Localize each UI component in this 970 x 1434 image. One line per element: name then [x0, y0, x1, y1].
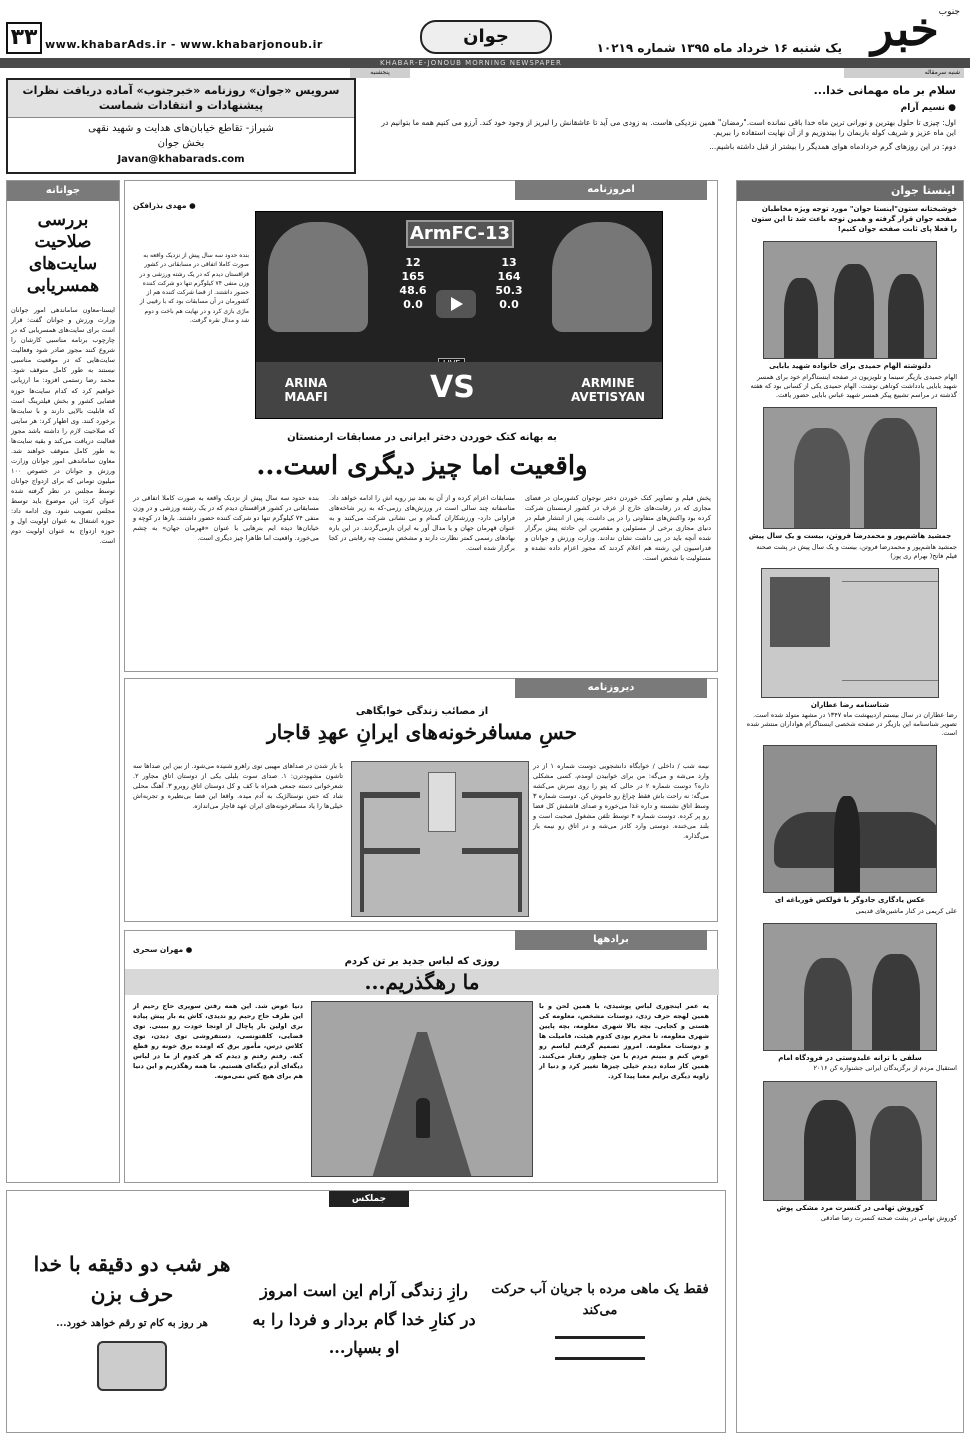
section-title: جوان — [420, 20, 552, 54]
service-section: بخش جوان — [157, 138, 205, 150]
quote-talk-sub: هر روز به کام تو رقم خواهد خورد... — [56, 1318, 208, 1330]
editorial — [364, 80, 964, 172]
dirooz-tab: دیروزنامه — [515, 678, 707, 698]
baradeha-text-left: دنیا عوض شد. این همه رفتن سوپری حاج رحیم از این طرف حاج رحیم رو ندیدی، کاش یه بار پیش پیاده بری اولین بار پاچال از اونجا خودت رو ببینی. توی قضایی، کلفتونسی، دستفروشی توی دیدن، توی کلاس درس، مأمور برق که اومده برق خونه رو قطع کنه. رفتم رفتم و دیدم که هر کدوم از ما در لباس دیگه‌ای آدم دیگه‌ای هستیم. ما همه رهگذریم و این دنیا هم برای هیچ کس نمی‌مونه. — [133, 1002, 303, 1081]
insta-photo[interactable] — [763, 923, 937, 1051]
service-email[interactable]: Javan@khabarads.com — [117, 153, 245, 165]
editorial-text-2: دوم: در این روزهای گرم خردادماه هوای همدیگر را بیشتر از قبل داشته باشیم... — [709, 142, 956, 152]
emrooz-article — [124, 180, 718, 672]
insta-text: کوروش تهامی در پشت صحنه کنسرت رضا صادقی — [820, 1213, 957, 1222]
event-title: ArmFC-13 — [406, 220, 514, 248]
baradeha-byline: ● مهران سحری — [133, 945, 193, 954]
play-icon[interactable] — [436, 290, 476, 318]
emrooz-kicker: به بهانه کتک خوردن دختر ایرانی در مسابقات ارمنستان — [287, 432, 557, 443]
emrooz-byline: ● مهدی بذرافکن — [133, 201, 196, 210]
road-photo[interactable] — [311, 1001, 533, 1177]
insta-photo[interactable] — [763, 745, 937, 893]
insta-head: اینستا جوان — [737, 181, 963, 201]
insta-javan-column — [736, 180, 964, 1433]
service-contact-box — [6, 78, 356, 174]
insta-caption: عکس یادگاری جادوگر با فولکس قورباغه ای — [774, 896, 926, 905]
emrooz-body — [133, 493, 711, 563]
fish-skeleton-icon — [555, 1336, 645, 1360]
jomlaks-section — [6, 1190, 726, 1433]
baradeha-article — [124, 930, 718, 1183]
dormitory-photo[interactable] — [351, 761, 529, 917]
emrooz-col: پخش فیلم و تصاویر کتک خوردن دختر نوجوان کشورمان در فضای مجازی که در رقابت‌های خارج از عرف در کشور ارمنستان شرکت کرده بود واکنش‌های متفاوتی را در پی داشت. پس از انتشار فیلم در دنیای مجازی برخی از مسئولین و مقصرین این حادثه پیش برگزار شده آنچه باید در پی داشت نشان ندادند. وزارت ورزش و جوانان و فدراسیون این رشته هم اعلام کردند که مجوز اعزام داده نشده و مسئولیت با شخص است. — [525, 494, 711, 563]
strip-text: KHABAR-E-JONOUB MORNING NEWSPAPER — [380, 59, 562, 67]
insta-item — [737, 1078, 963, 1228]
insta-text: جمشید هاشم‌پور و محمدرضا فروتن، بیست و یک سال پیش در پشت صحنه فیلم فاتح( بهرام ری پور) — [756, 542, 957, 560]
emrooz-headline: واقعیت اما چیز دیگری است... — [256, 451, 588, 481]
insta-caption: کوروش تهامی در کنسرت مرد مشکی پوش — [776, 1203, 924, 1212]
logo-text: خبر — [871, 2, 939, 56]
insta-item — [737, 742, 963, 920]
page-number: ۳۳ — [6, 22, 42, 54]
insta-text: استقبال مردم از برگزیدگان ایرانی جشنواره کن ۲۰۱۶ — [813, 1064, 957, 1073]
fight-video-thumbnail[interactable] — [255, 211, 663, 419]
fighter-left-photo — [268, 222, 368, 332]
insta-item — [737, 565, 963, 743]
insta-text: الهام حمیدی بازیگر سینما و تلویزیون در صفحه اینستاگرام خود برای همسر شهید بابایی یادداشت کوتاهی نوشت. الهام حمیدی یکی از کسانی بود که هفته گذشته در مراسم تشییع پیکر همسر شهید عباس بابایی حضور یافت. — [750, 372, 957, 400]
javananeh-title: بررسی صلاحیت سایت‌های همسریابی — [26, 210, 100, 296]
insta-text: رضا عطاران در سال بیستم اردیبهشت ماه ۱۳۴۷ در مشهد متولد شده است. تصویر شناسنامه این بازیگر در صفحه شخصی اینستاگرام هواداران منتشر شده است. — [746, 711, 957, 738]
baradeha-text-right: یه عمر اینجوری لباس پوشیدی، با همین لحن و با همین لهجه حرف زدی، دوستات مشخص، معلومه کی هستی و کجایی. بچه بالا شهری معلومه، بچه پایین شهری معلومه، تا محرم بودی کدوم هیئت، فامیلت ها و دوستات معلومه. امروز تصمیم گرفتم لباسم رو عوض کنم و ببینم مردم با من چطور رفتار می‌کنند. همین کار ساده دیدم خیلی چیزها تغییر کرد و دنیا از زاویه دیگری برایم معنا پیدا کرد. — [539, 1002, 709, 1081]
quote-god-text: رازِ زندگی آرام این است امروز در کنارِ خدا گام بردار و فردا را به او بسپار... — [252, 1280, 476, 1358]
javananeh-body: ایسنا-معاون ساماندهی امور جوانان وزارت ورزش و جوانان گفت: قرار است برای سایت‌های همسریابی که در چارچوب برنامه مناسبی کارشان را شروع کنند مجوز صادر شود وفعالیت سایت‌هایی که در موقعیت مناسبی نیستند به طور کامل متوقف شود. محمد رضا رستمی افزود: ما ارزیابی خواهیم کرد که کدام سایت‌ها حوزه فضایی کشور و بخش فیلترینگ است که قابلیت بالایی دارند و با سایت‌ها برخورد کنند. وی اظهار کرد: هر سایتی که صلاحیت لازم را داشته باشد مجوز فعالیت دریافت می‌کند و بقیه سایت‌ها به طور کامل متوقف خواهند شد. معاون ساماندهی امور جوانان وزارت ورزش و جوانان در خصوص ۱۰۰ میلیون تومانی که برای ازدواج جوانان توسط مجلس در نظر گرفته شده عنوان کرد: این موضوع باید توسط مجلس تصویب شود. وی ادامه داد: حوزه اشتغال به عنوان اولویت اول و حوزه ازدواج به عنوان اولویت دوم است. — [11, 306, 115, 546]
quote-talk — [19, 1215, 245, 1425]
insta-text: علی کریمی در کنار ماشین‌های قدیمی — [855, 906, 957, 915]
insta-photo[interactable] — [761, 568, 939, 698]
insta-item — [737, 404, 963, 565]
insta-caption: سلفی با ترانه علیدوستی در فرودگاه امام — [778, 1053, 922, 1062]
service-address: شیراز- تقاطع خیابان‌های هدایت و شهید نقهی — [88, 122, 274, 134]
javananeh-head: جوانانه — [7, 181, 119, 201]
insta-intro: خوشبختانه ستون"اینستا جوان" مورد توجه ویژه مخاطبان صفحه جوان قرار گرفته و همین توجه باعث شد تا این ستون را فعلا پای ثابت صفحه جوان کنیم! — [751, 205, 957, 233]
website-urls[interactable]: www.khabarAds.ir - www.khabarjonoub.ir — [45, 38, 323, 51]
masthead — [0, 0, 970, 74]
emrooz-col: بنده حدود سه سال پیش از نزدیک واقعه به صورت کاملا اتفاقی در مسابقاتی در کشور قزاقستان دیدم که در یک رشته ورزشی و در وزن منفی ۷۴ کیلوگرم تنها دو شرکت کننده حضور داشتند. بارها در کوچه و خیابان‌ها دیده ایم بنرهایی با عنوان «قهرمان جهان» به چشم می‌خورد. واقعیت اما ظاهرا چیز دیگری است. — [133, 494, 319, 543]
right-stats: 13 164 50.3 0.0 — [495, 256, 523, 311]
strip-label-left: پنجشنبه — [350, 68, 410, 78]
dirooz-text-right: نیمه شب / داخلی / خوابگاه دانشجویی دوست شماره ۱ از در وارد می‌شه و می‌گه: من برای خوابیدن اومدم، کسی مشکلی داره؟ دوست شماره ۲ در حالی که پتو را روی سرش می‌کشه می‌گه: نه راحت باش فقط چراغ رو خاموش کن. دوست شماره ۳ وسط اتاق نشسته و داره غذا می‌خوره و صدای قاشقش کل فضا رو پر کرده. دوست شماره ۴ توسط تلفن مشغول صحبت است و بلند می‌خنده. دوستی وارد کادر می‌شه و در اتاق رو نیمه باز می‌گذاره. — [533, 762, 709, 841]
service-head: سرویس «جوان» روزنامه «خبرجنوب» آماده دریافت نظرات پیشنهادات و انتقادات شماست — [8, 80, 354, 118]
left-stats: 12 165 48.6 0.0 — [399, 256, 427, 311]
jomlaks-tab: جملکس — [329, 1191, 409, 1207]
dirooz-kicker: از مصائب زندگی خوابگاهی — [355, 706, 489, 717]
insta-photo[interactable] — [763, 1081, 937, 1201]
logo-subtext: جنوب — [938, 7, 960, 17]
insta-item — [737, 920, 963, 1078]
quote-talk-text: هر شب دو دقیقه با خدا حرف بزن — [33, 1252, 231, 1307]
insta-caption: دلنوشته الهام حمیدی برای خانواده شهید بابایی — [769, 362, 931, 371]
center-column — [124, 180, 718, 1183]
baradeha-tab: برادهها — [515, 930, 707, 950]
insta-item — [737, 238, 963, 404]
fighter-left-name: ARINA MAAFI — [284, 376, 328, 404]
issue-date: یک شنبه ۱۶ خرداد ماه ۱۳۹۵ شماره ۱۰۲۱۹ — [596, 41, 842, 55]
baradeha-kicker: روزی که لباس جدید بر تن کردم — [344, 956, 500, 967]
insta-caption: جمشید هاشم‌پور و محمدرضا فروتن، بیست و یک سال پیش — [748, 532, 952, 541]
editorial-title: سلام بر ماه مهمانی خدا... — [813, 84, 956, 97]
masthead-strip — [0, 58, 970, 68]
quote-fish — [487, 1215, 713, 1425]
quote-fish-text: فقط یک ماهی مرده با جریان آب حرکت می‌کند — [491, 1282, 709, 1318]
service-body — [8, 118, 354, 168]
vs-label: VS — [430, 370, 475, 405]
fighter-right-photo — [552, 222, 652, 332]
javananeh-column — [6, 180, 120, 1183]
dirooz-article — [124, 678, 718, 922]
emrooz-side-text: بنده حدود سه سال پیش از نزدیک واقعه به صورت کاملا اتفاقی در مسابقاتی در کشور قزاقستان دیدم که در یک رشته ورزشی و در وزن منفی ۷۴ کیلوگرم تنها دو شرکت کننده حضور داشتند. از قضا شرکت کننده هم از کشورمان در آن مسابقات بود که با رقیبی از ماژی بازی کرد و در نهایت هم باخت و دوم شد و مدال نقره گرفت. — [139, 252, 249, 325]
baradeha-headline: ما رهگذریم... — [125, 969, 719, 995]
insta-photo[interactable] — [763, 407, 937, 529]
quote-god — [251, 1215, 477, 1425]
editorial-text: اول: چیزی تا حلول بهترین و نورانی ترین ماه خدا باقی نمانده است."رمضان" همین نزدیکی هاست. به زودی می آید تا عاشقانش را لبریز از وجود خود کند. آرزو می کنیم همه ما بتوانیم در این ماه عزیز و شریف کوله باربمان را بیندوزیم و از آن نهایت استفاده را ببریم. — [381, 117, 956, 138]
strip-label-right: شنبه سرمقاله — [844, 68, 964, 78]
fighter-right-name: ARMINE AVETISYAN — [570, 376, 646, 404]
telephone-icon — [97, 1341, 167, 1391]
versus-bar — [256, 362, 663, 418]
emrooz-col: مسابقات اعزام کرده و از آن به بعد نیز رویه اش را ادامه خواهد داد. متاسفانه چند سالی است در ورزش‌های رزمی-که به زیر شاخه‌های فراوانی دارد- ورزشکاران گمنام و بی نشانی شرکت می‌کنند و به عنوان قهرمان جهان و یا مدال آور به ایران بازمی‌گردند. در این باره نهادهای رسمی کمتر نظارت دارند و مشخص نیست چه رقابتی در کجا برگزار شده است. — [329, 494, 515, 553]
dirooz-headline: حسِ مسافرخونه‌های ایرانِ عهدِ قاجار — [266, 720, 578, 744]
emrooz-tab: امروزنامه — [515, 180, 707, 200]
insta-photo[interactable] — [763, 241, 937, 359]
insta-caption: شناسنامه رضا عطاران — [810, 700, 890, 709]
dirooz-text-left: با باز شدن در صداهای مهیبی توی راهرو شنیده می‌شود. از بین این صداها سه تاشون مشهودترن: ۱. صدای سوت بلبلی یکی از دوستان اتاق مجاور ۲. شعرخوانی دسته جمعی همراه با کف و کل دوستان اتاق روبرو ۳. آهنگ محلی شاد که حس نوستالژیک به آدم میده. واقعا این فضا بی‌نظیره و تجربه‌اش خیلی‌ها را یاد مسافرخونه‌های ایران عهد قاجار می‌اندازه. — [133, 762, 344, 811]
newspaper-logo — [846, 4, 964, 62]
editorial-author: ● نسیم آرام — [900, 102, 956, 113]
